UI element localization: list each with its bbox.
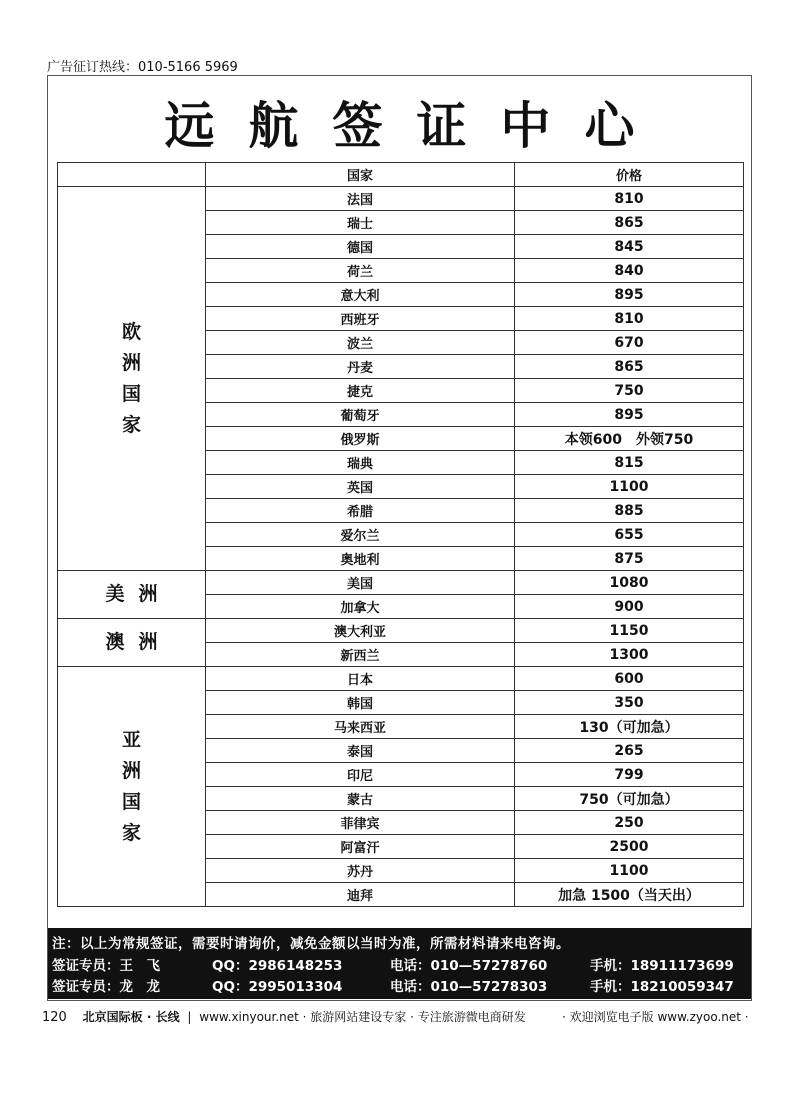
country-cell: 希腊 <box>206 499 515 523</box>
country-cell: 迪拜 <box>206 883 515 907</box>
price-cell: 655 <box>515 523 744 547</box>
header-region-cell <box>58 163 206 187</box>
country-cell: 马来西亚 <box>206 715 515 739</box>
country-cell: 瑞士 <box>206 211 515 235</box>
country-cell: 德国 <box>206 235 515 259</box>
price-cell: 845 <box>515 235 744 259</box>
region-label: 欧 洲 国 家 <box>121 320 141 436</box>
table-row <box>58 571 744 595</box>
price-cell: 本领600 外领750 <box>515 427 744 451</box>
price-cell: 799 <box>515 763 744 787</box>
price-cell: 875 <box>515 547 744 571</box>
country-cell: 英国 <box>206 475 515 499</box>
agent-row <box>52 954 752 972</box>
country-cell: 加拿大 <box>206 595 515 619</box>
agent-qq: QQ：2986148253 <box>212 958 343 974</box>
price-cell: 265 <box>515 739 744 763</box>
price-cell: 1100 <box>515 859 744 883</box>
country-cell: 澳大利亚 <box>206 619 515 643</box>
country-cell: 意大利 <box>206 283 515 307</box>
agent-row <box>52 975 752 993</box>
country-cell: 蒙古 <box>206 787 515 811</box>
price-cell: 895 <box>515 403 744 427</box>
footer-brand: 北京国际板 · 长线 <box>82 1010 180 1024</box>
country-cell: 瑞典 <box>206 451 515 475</box>
agent-label: 签证专员：王 飞 <box>52 958 160 974</box>
price-cell: 1080 <box>515 571 744 595</box>
price-cell: 250 <box>515 811 744 835</box>
country-cell: 捷克 <box>206 379 515 403</box>
notes-bar <box>48 928 751 999</box>
price-cell: 865 <box>515 211 744 235</box>
price-cell: 加急 1500（当天出） <box>515 883 744 907</box>
country-cell: 新西兰 <box>206 643 515 667</box>
price-cell: 815 <box>515 451 744 475</box>
agent-mobile: 手机：18911173699 <box>590 958 734 974</box>
agent-phone: 电话：010—57278760 <box>390 958 548 974</box>
page-footer <box>42 1008 749 1025</box>
price-cell: 670 <box>515 331 744 355</box>
price-cell: 350 <box>515 691 744 715</box>
header-country: 国家 <box>206 163 515 187</box>
table-row <box>58 187 744 211</box>
ad-hotline: 广告征订热线：010-5166 5969 <box>47 60 238 75</box>
price-cell: 810 <box>515 307 744 331</box>
country-cell: 西班牙 <box>206 307 515 331</box>
country-cell: 俄罗斯 <box>206 427 515 451</box>
country-cell: 苏丹 <box>206 859 515 883</box>
page-title: 远航签证中心 <box>164 97 669 155</box>
price-cell: 750（可加急） <box>515 787 744 811</box>
region-label: 亚 洲 国 家 <box>121 728 141 844</box>
country-cell: 爱尔兰 <box>206 523 515 547</box>
agent-label: 签证专员：龙 龙 <box>52 979 160 995</box>
price-cell: 895 <box>515 283 744 307</box>
country-cell: 韩国 <box>206 691 515 715</box>
price-cell: 840 <box>515 259 744 283</box>
agent-qq: QQ：2995013304 <box>212 979 343 995</box>
notice-text: 注：以上为常规签证，需要时请询价，减免金额以当时为准，所需材料请来电咨询。 <box>52 936 570 952</box>
country-cell: 法国 <box>206 187 515 211</box>
country-cell: 菲律宾 <box>206 811 515 835</box>
country-cell: 丹麦 <box>206 355 515 379</box>
price-cell: 810 <box>515 187 744 211</box>
country-cell: 日本 <box>206 667 515 691</box>
country-cell: 荷兰 <box>206 259 515 283</box>
price-cell: 130（可加急） <box>515 715 744 739</box>
region-label: 澳洲 <box>105 631 172 653</box>
table-row <box>58 619 744 643</box>
region-cell <box>58 187 206 571</box>
country-cell: 泰国 <box>206 739 515 763</box>
price-cell: 600 <box>515 667 744 691</box>
country-cell: 美国 <box>206 571 515 595</box>
header-price: 价格 <box>515 163 744 187</box>
page-number: 120 <box>42 1010 67 1025</box>
region-cell <box>58 619 206 667</box>
price-cell: 865 <box>515 355 744 379</box>
price-cell: 2500 <box>515 835 744 859</box>
price-cell: 1150 <box>515 619 744 643</box>
agent-phone: 电话：010—57278303 <box>390 979 548 995</box>
visa-price-table <box>57 162 744 907</box>
region-label: 美洲 <box>105 583 172 605</box>
footer-left-text: www.xinyour.net · 旅游网站建设专家 · 专注旅游微电商研发 <box>199 1010 526 1024</box>
agent-mobile: 手机：18210059347 <box>590 979 734 995</box>
price-cell: 1100 <box>515 475 744 499</box>
table-row <box>58 667 744 691</box>
footer-separator: | <box>187 1010 192 1024</box>
region-cell <box>58 571 206 619</box>
country-cell: 阿富汗 <box>206 835 515 859</box>
footer-right-text: · 欢迎浏览电子版 www.zyoo.net · <box>562 1010 749 1024</box>
price-cell: 1300 <box>515 643 744 667</box>
price-cell: 750 <box>515 379 744 403</box>
country-cell: 葡萄牙 <box>206 403 515 427</box>
table-header-row <box>58 163 744 187</box>
region-cell <box>58 667 206 907</box>
country-cell: 波兰 <box>206 331 515 355</box>
price-cell: 900 <box>515 595 744 619</box>
country-cell: 印尼 <box>206 763 515 787</box>
country-cell: 奥地利 <box>206 547 515 571</box>
price-cell: 885 <box>515 499 744 523</box>
